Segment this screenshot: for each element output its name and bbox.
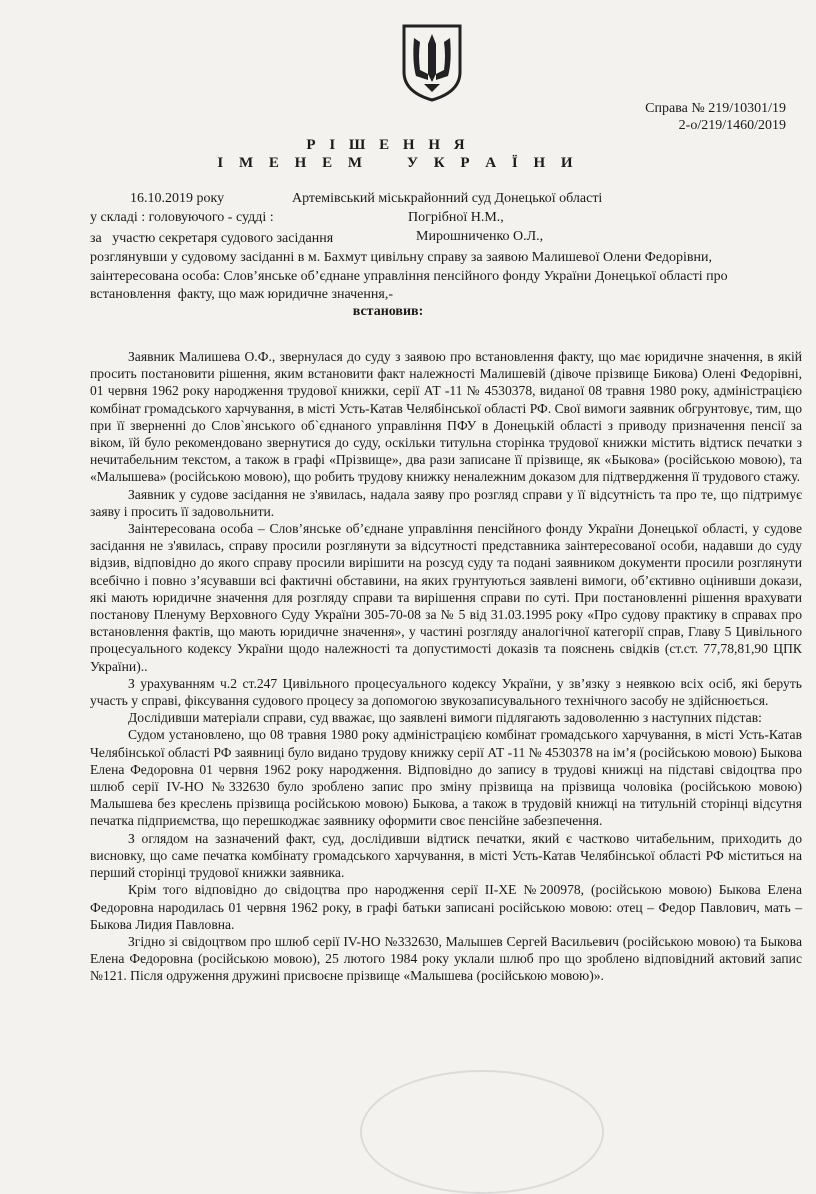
decision-subtitle: І М Е Н Е М У К Р А Ї Н И: [217, 155, 579, 171]
intro-line: розглянувши у судовому засіданні в м. Бахмут цивільну справу за заявою Малишевої Олени Федорівни,: [90, 250, 712, 265]
decision-title: Р І Ш Е Н Н Я: [306, 137, 470, 153]
judge-name: Погрібної Н.М.,: [408, 210, 504, 225]
case-number: Справа № 219/10301/19: [645, 101, 786, 116]
paragraph: З урахуванням ч.2 ст.247 Цивільного процесуального кодексу України, у зв’язку з неявкою всіх осіб, які беруть участь у справі, фіксування судового процесу за допомогою звукозаписувального технічного засобу не здійснюється.: [90, 675, 802, 709]
paragraph: Судом установлено, що 08 травня 1980 року адміністрацією комбінат громадського харчування, в місті Усть-Катав Челябінської області РФ заявниці було видано трудову книжку серії АТ -11 № 4530378 на ім’я (російською мовою) Быкова Елена Федоровна 01 червня 1962 року народження. Відповідно до запису в трудові книжці на підставі свідоцтва про шлюб серії IV-НО №332630 було зроблено запис про зміну прізвища на прізвища чоловіка (російською мовою) Малышева без креслень прізвища російською мовою) Быкова, а також в трудовій книжці на титульній сторінці відсутня печатка підприємства, що перешкоджає заявнику оформити своє пенсійне забезпечення.: [90, 727, 802, 829]
paragraph: Заявник Малишева О.Ф., звернулася до суду з заявою про встановлення факту, що має юридичне значення, в якій просить постановити рішення, яким встановити факт належності Малишевій (дівоче прізвище Бикова) Олені Федорівні, 01 червня 1962 року народження трудової книжки, серії АТ -11 № 4530378, виданої 08 травня 1980 року, адміністрацією комбінат громадського харчування, в місті Усть-Катав Челябінської області РФ. Свої вимоги заявник обгрунтовує, тим, що при її зверненні до Слов`янського об`єднаного управління ПФУ в Донецькій області з приводу призначення пенсії за віком, їй було рекомендовано звернутися до суду, оскільки титульна сторінка трудової книжки містить відтиск печатки з нечитабельним текстом, а також в графі «Прізвище», два рази записане її прізвище, як «Быкова» (російською мовою), та «Малышева» (російською мовою), що робить трудову книжку неналежним доказом для підтвердження її трудового стажу.: [90, 349, 802, 485]
decision-body: [90, 348, 802, 985]
decision-date: 16.10.2019 року: [130, 191, 225, 206]
secretary-label: за участю секретаря судового засідання: [90, 231, 334, 246]
paragraph: Згідно зі свідоцтвом про шлюб серії IV-НО №332630, Малышев Сергей Васильевич (російською мовою) та Быкова Елена Федоровна (російською мовою), 25 лютого 1984 року уклали шлюб про що зроблено відповідний актовий запис №121. Після одруження дружині присвоєне прізвище «Малышева (російською мовою)».: [90, 933, 802, 984]
secretary-name: Мирошниченко О.Л.,: [416, 229, 544, 244]
court-name: Артемівський міськрайонний суд Донецької області: [292, 191, 603, 206]
composition-label: у складі : головуючого - судді :: [90, 210, 274, 225]
trident-emblem-icon: [398, 22, 466, 102]
paragraph: З оглядом на зазначений факт, суд, дослідивши відтиск печатки, який є частково читабельним, приходить до висновку, що саме печатка комбінату громадського харчування, в місті Усть-Катав Челябінської області РФ міститься на перший сторінці трудової книжки заявника.: [90, 830, 802, 881]
section-heading: встановив:: [352, 304, 424, 319]
proceeding-number: 2-о/219/1460/2019: [678, 118, 786, 133]
intro-line: заінтересована особа: Слов’янське об’єднане управління пенсійного фонду України Донецької області про: [90, 269, 728, 284]
paragraph: Крім того відповідно до свідоцтва про народження серії II-ХЕ №200978, (російською мовою) Быкова Елена Федоровна народилась 01 червня 1962 року, в графі батьки записані російською мовою: отец – Федор Павлович, мать – Быкова Лидия Павловна.: [90, 882, 802, 932]
case-numbers: [645, 100, 786, 134]
paragraph: Дослідивши матеріали справи, суд вважає, що заявлені вимоги підлягають задоволенню з наступних підстав:: [128, 710, 762, 726]
paragraph: Заявник у судове засідання не з'явилась, надала заяву про розгляд справи у її відсутність та про те, що підтримує заяву і просить її задовольнити.: [90, 486, 802, 519]
faded-seal-stamp: [360, 1070, 604, 1194]
paragraph: Заінтересована особа – Слов’янське об’єднане управління пенсійного фонду України Донецької області, у судове засідання не з'явилась, справу просили розглянути за відсутності представника заінтересованої особи, надавши до суду відзив, відповідно до якого справу просили вирішити на розсуд суду та подані заявником документи просили розглянути всебічно і повно з’ясувавши всі фактичні обставини, на яких грунтуються заявлені вимоги, об’єктивно оцінивши докази, які мають юридичне значення для розгляду справи та вирішення справи по суті. При постановленні рішення врахувати постанову Пленуму Верховного Суду України 305-70-08 за № 5 від 31.03.1995 року «Про судову практику в справах про встановлення фактів, що мають юридичне значення», у частині розгляду аналогічної категорії справ, Главу 5 Цивільного процесуального кодексу України щодо належності та допустимості доказів та пояснень свідків (ст.ст. 77,78,81,90 ЦПК України)..: [90, 521, 802, 674]
intro-line: встановлення факту, що маж юридичне значення,-: [90, 287, 393, 302]
